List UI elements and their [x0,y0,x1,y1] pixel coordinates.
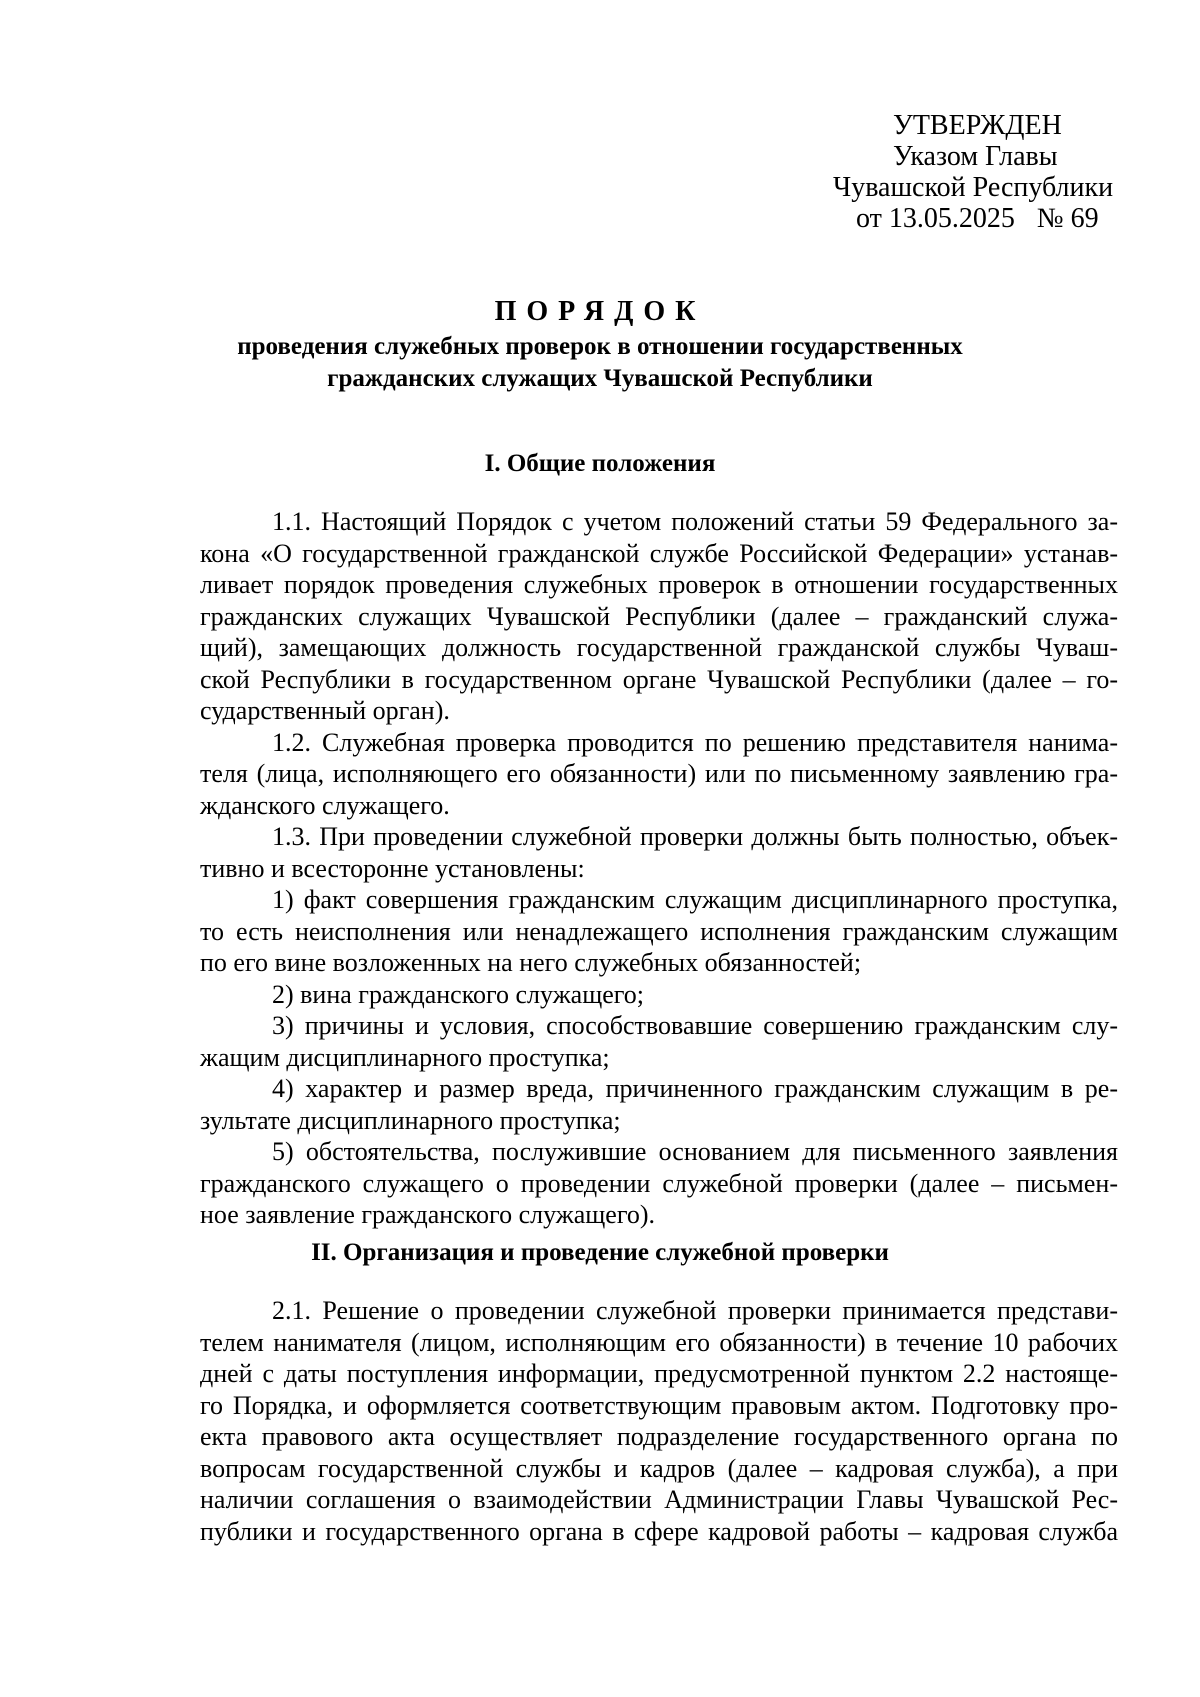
text-line: тивно и всесторонне установлены: [200,853,585,883]
text-line: 1) факт совершения гражданским служащим дисциплинарного проступка, [272,885,1118,914]
text-line: 3) причины и условия, способствовавшие совершению гражданским слу- [272,1011,1118,1040]
text-line: 2) вина гражданского служащего; [272,979,644,1009]
text-line: го Порядка, и оформляется соответствующим правовым актом. Подготовку про- [200,1390,1118,1420]
text-line: 1.1. Настоящий Порядок с учетом положений статьи 59 Федерального за- [272,507,1118,536]
document-subtitle [0,331,1200,395]
text-line: 2.1. Решение о проведении служебной проверки принимается представи- [272,1296,1118,1325]
text-line: ской Республики в государственном органе Чувашской Республики (далее – го- [200,664,1118,694]
text-line: теля (лица, исполняющего его обязанности) или по письменному заявлению гра- [200,759,1118,788]
approval-line-decree: Указом Главы [893,141,1058,172]
text-line: щий), замещающих должность государственной гражданской службы Чуваш- [200,633,1118,662]
text-line: ное заявление гражданского служащего). [200,1200,655,1229]
text-line: жащим дисциплинарного проступка; [200,1042,610,1072]
section-heading-organization: II. Организация и проведение служебной проверки [311,1239,889,1266]
text-line: по его вине возложенных на него служебных обязанностей; [200,948,862,977]
text-line: 1.2. Служебная проверка проводится по решению представителя нанима- [272,727,1118,757]
text-line: жданского служащего. [200,790,450,820]
text-line: публики и государственного органа в сфере кадровой работы – кадровая служба [200,1516,1118,1546]
subtitle-line: гражданских служащих Чувашской Республики [327,365,873,392]
approval-date: от 13.05.2025 [856,203,1015,234]
text-line: ливает порядок проведения служебных проверок в отношении государственных [200,570,1118,599]
text-line: вопросам государственной службы и кадров (далее – кадровая служба), а при [200,1453,1118,1483]
text-line: кона «О государственной гражданской службе Российской Федерации» устанав- [200,538,1118,568]
subtitle-line: проведения служебных проверок в отношении государственных [237,333,963,360]
approval-line-republic: Чувашской Республики [833,172,1114,203]
section-body-organization [200,1295,1118,1547]
text-line: 5) обстоятельства, послужившие основанием для письменного заявления [272,1137,1118,1166]
text-line: 4) характер и размер вреда, причиненного гражданским служащим в ре- [272,1074,1118,1103]
text-line: дней с даты поступления информации, предусмотренной пунктом 2.2 настояще- [200,1359,1118,1388]
text-line: гражданских служащих Чувашской Республики (далее – гражданский служа- [200,601,1118,631]
text-line: то есть неисполнения или ненадлежащего исполнения гражданским служащим [200,916,1118,946]
text-line: 1.3. При проведении служебной проверки должны быть полностью, объек- [272,822,1118,851]
approval-line-approved: УТВЕРЖДЕН [893,110,1062,141]
text-line: екта правового акта осуществляет подразделение государственного органа по [200,1422,1118,1451]
approval-number: № 69 [1036,203,1099,234]
section-heading-general: I. Общие положения [484,450,716,477]
document-title: ПОРЯДОК [494,296,706,327]
text-line: телем нанимателя (лицом, исполняющим его обязанности) в течение 10 рабочих [200,1327,1118,1357]
approval-line-date-number [800,203,1130,234]
text-line: сударственный орган). [200,696,450,725]
section-body-general [200,506,1118,1231]
approval-stamp [800,110,1130,234]
text-line: зультате дисциплинарного проступка; [200,1105,621,1135]
text-line: наличии соглашения о взаимодействии Администрации Главы Чувашской Рес- [200,1485,1118,1514]
text-line: гражданского служащего о проведении служебной проверки (далее – письмен- [200,1168,1118,1198]
